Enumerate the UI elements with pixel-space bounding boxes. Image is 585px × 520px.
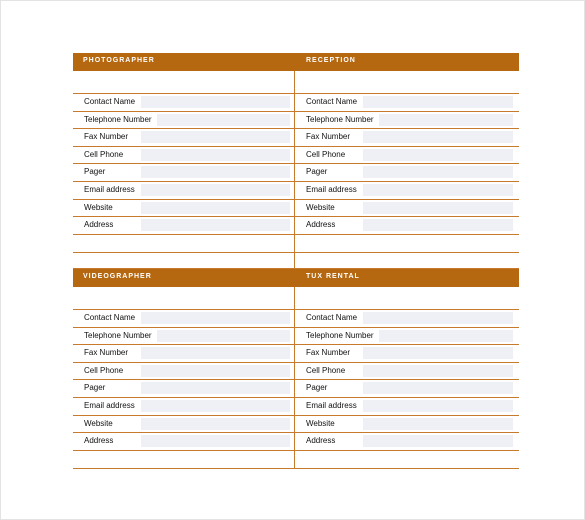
rule-line: [73, 199, 294, 200]
vendor-contact-form: [73, 53, 519, 469]
field-label: Address: [84, 436, 114, 446]
field-input[interactable]: [363, 166, 513, 178]
rule-line: [73, 344, 294, 345]
rule-line: [295, 146, 519, 147]
field-input[interactable]: [157, 114, 290, 126]
videographer-title: VIDEOGRAPHER: [83, 273, 152, 280]
field-input[interactable]: [363, 312, 513, 324]
field-input[interactable]: [141, 149, 290, 161]
rule-line: [73, 252, 294, 253]
rule-line: [295, 327, 519, 328]
rule-line: [73, 362, 294, 363]
column-divider: [294, 287, 295, 469]
field-label: Address: [84, 220, 114, 230]
rule-line: [295, 216, 519, 217]
field-input[interactable]: [363, 219, 513, 231]
rule-line: [73, 234, 294, 235]
rule-line: [73, 379, 294, 380]
rule-line: [295, 379, 519, 380]
field-input[interactable]: [363, 184, 513, 196]
section-header: [73, 269, 519, 287]
tux-rental-title: TUX RENTAL: [306, 273, 360, 280]
field-input[interactable]: [141, 435, 290, 447]
field-label: Cell Phone: [84, 149, 124, 159]
field-label: Pager: [306, 167, 328, 177]
field-input[interactable]: [141, 184, 290, 196]
field-label: Telephone Number: [84, 330, 152, 340]
field-label: Email address: [84, 401, 135, 410]
field-label: Contact Name: [84, 313, 136, 322]
rule-line: [295, 111, 519, 112]
rule-line: [73, 93, 294, 94]
rule-line: [73, 216, 294, 217]
rule-line: [295, 468, 519, 469]
rule-line: [73, 450, 294, 451]
rule-line: [295, 181, 519, 182]
field-label: Pager: [306, 383, 328, 393]
rule-line: [295, 234, 519, 235]
rule-line: [295, 432, 519, 433]
rule-line: [73, 181, 294, 182]
field-input[interactable]: [141, 202, 290, 214]
field-label: Fax Number: [84, 132, 129, 142]
section-videographer-tux-rental: [73, 269, 519, 469]
field-label: Cell Phone: [306, 365, 346, 375]
field-input[interactable]: [379, 330, 513, 342]
field-label: Address: [306, 220, 336, 230]
rule-line: [295, 415, 519, 416]
rule-line: [73, 146, 294, 147]
column-divider: [294, 71, 295, 269]
field-label: Website: [306, 202, 335, 212]
section-photographer-reception: [73, 53, 519, 269]
field-label: Pager: [84, 383, 106, 393]
rule-line: [295, 362, 519, 363]
field-input[interactable]: [141, 166, 290, 178]
section-header: [73, 53, 519, 71]
reception-title: RECEPTION: [306, 57, 356, 64]
rule-line: [73, 309, 294, 310]
rule-line: [73, 432, 294, 433]
field-input[interactable]: [363, 347, 513, 359]
field-label: Website: [306, 418, 335, 428]
field-input[interactable]: [141, 131, 290, 143]
field-input[interactable]: [141, 347, 290, 359]
rule-line: [295, 163, 519, 164]
field-input[interactable]: [363, 131, 513, 143]
field-label: Email address: [306, 401, 357, 410]
field-label: Cell Phone: [306, 149, 346, 159]
field-input[interactable]: [141, 400, 290, 412]
field-input[interactable]: [379, 114, 513, 126]
field-label: Fax Number: [306, 132, 351, 142]
field-input[interactable]: [363, 96, 513, 108]
field-label: Email address: [84, 185, 135, 194]
field-input[interactable]: [363, 382, 513, 394]
rule-line: [73, 128, 294, 129]
field-input[interactable]: [363, 435, 513, 447]
rule-line: [295, 252, 519, 253]
rule-line: [73, 163, 294, 164]
field-label: Website: [84, 418, 113, 428]
field-input[interactable]: [141, 365, 290, 377]
field-label: Website: [84, 202, 113, 212]
field-label: Contact Name: [306, 97, 358, 106]
rule-line: [73, 415, 294, 416]
field-label: Email address: [306, 185, 357, 194]
field-label: Fax Number: [84, 348, 129, 358]
field-input[interactable]: [363, 365, 513, 377]
field-input[interactable]: [157, 330, 290, 342]
field-label: Cell Phone: [84, 365, 124, 375]
field-label: Telephone Number: [306, 114, 374, 124]
rule-line: [73, 468, 294, 469]
field-label: Pager: [84, 167, 106, 177]
rule-line: [295, 128, 519, 129]
field-input[interactable]: [363, 202, 513, 214]
rule-line: [295, 450, 519, 451]
rule-line: [295, 199, 519, 200]
rule-line: [295, 397, 519, 398]
rule-line: [73, 111, 294, 112]
field-label: Contact Name: [306, 313, 358, 322]
rule-line: [73, 327, 294, 328]
rule-line: [295, 344, 519, 345]
rule-line: [295, 309, 519, 310]
field-label: Telephone Number: [306, 330, 374, 340]
rule-line: [73, 397, 294, 398]
field-input[interactable]: [141, 418, 290, 430]
field-label: Telephone Number: [84, 114, 152, 124]
rule-line: [295, 93, 519, 94]
document-page: [1, 1, 584, 519]
field-label: Address: [306, 436, 336, 446]
field-input[interactable]: [363, 418, 513, 430]
field-input[interactable]: [141, 219, 290, 231]
field-label: Fax Number: [306, 348, 351, 358]
field-input[interactable]: [141, 96, 290, 108]
field-input[interactable]: [141, 382, 290, 394]
field-input[interactable]: [363, 400, 513, 412]
photographer-title: PHOTOGRAPHER: [83, 57, 155, 64]
field-input[interactable]: [363, 149, 513, 161]
field-input[interactable]: [141, 312, 290, 324]
field-label: Contact Name: [84, 97, 136, 106]
